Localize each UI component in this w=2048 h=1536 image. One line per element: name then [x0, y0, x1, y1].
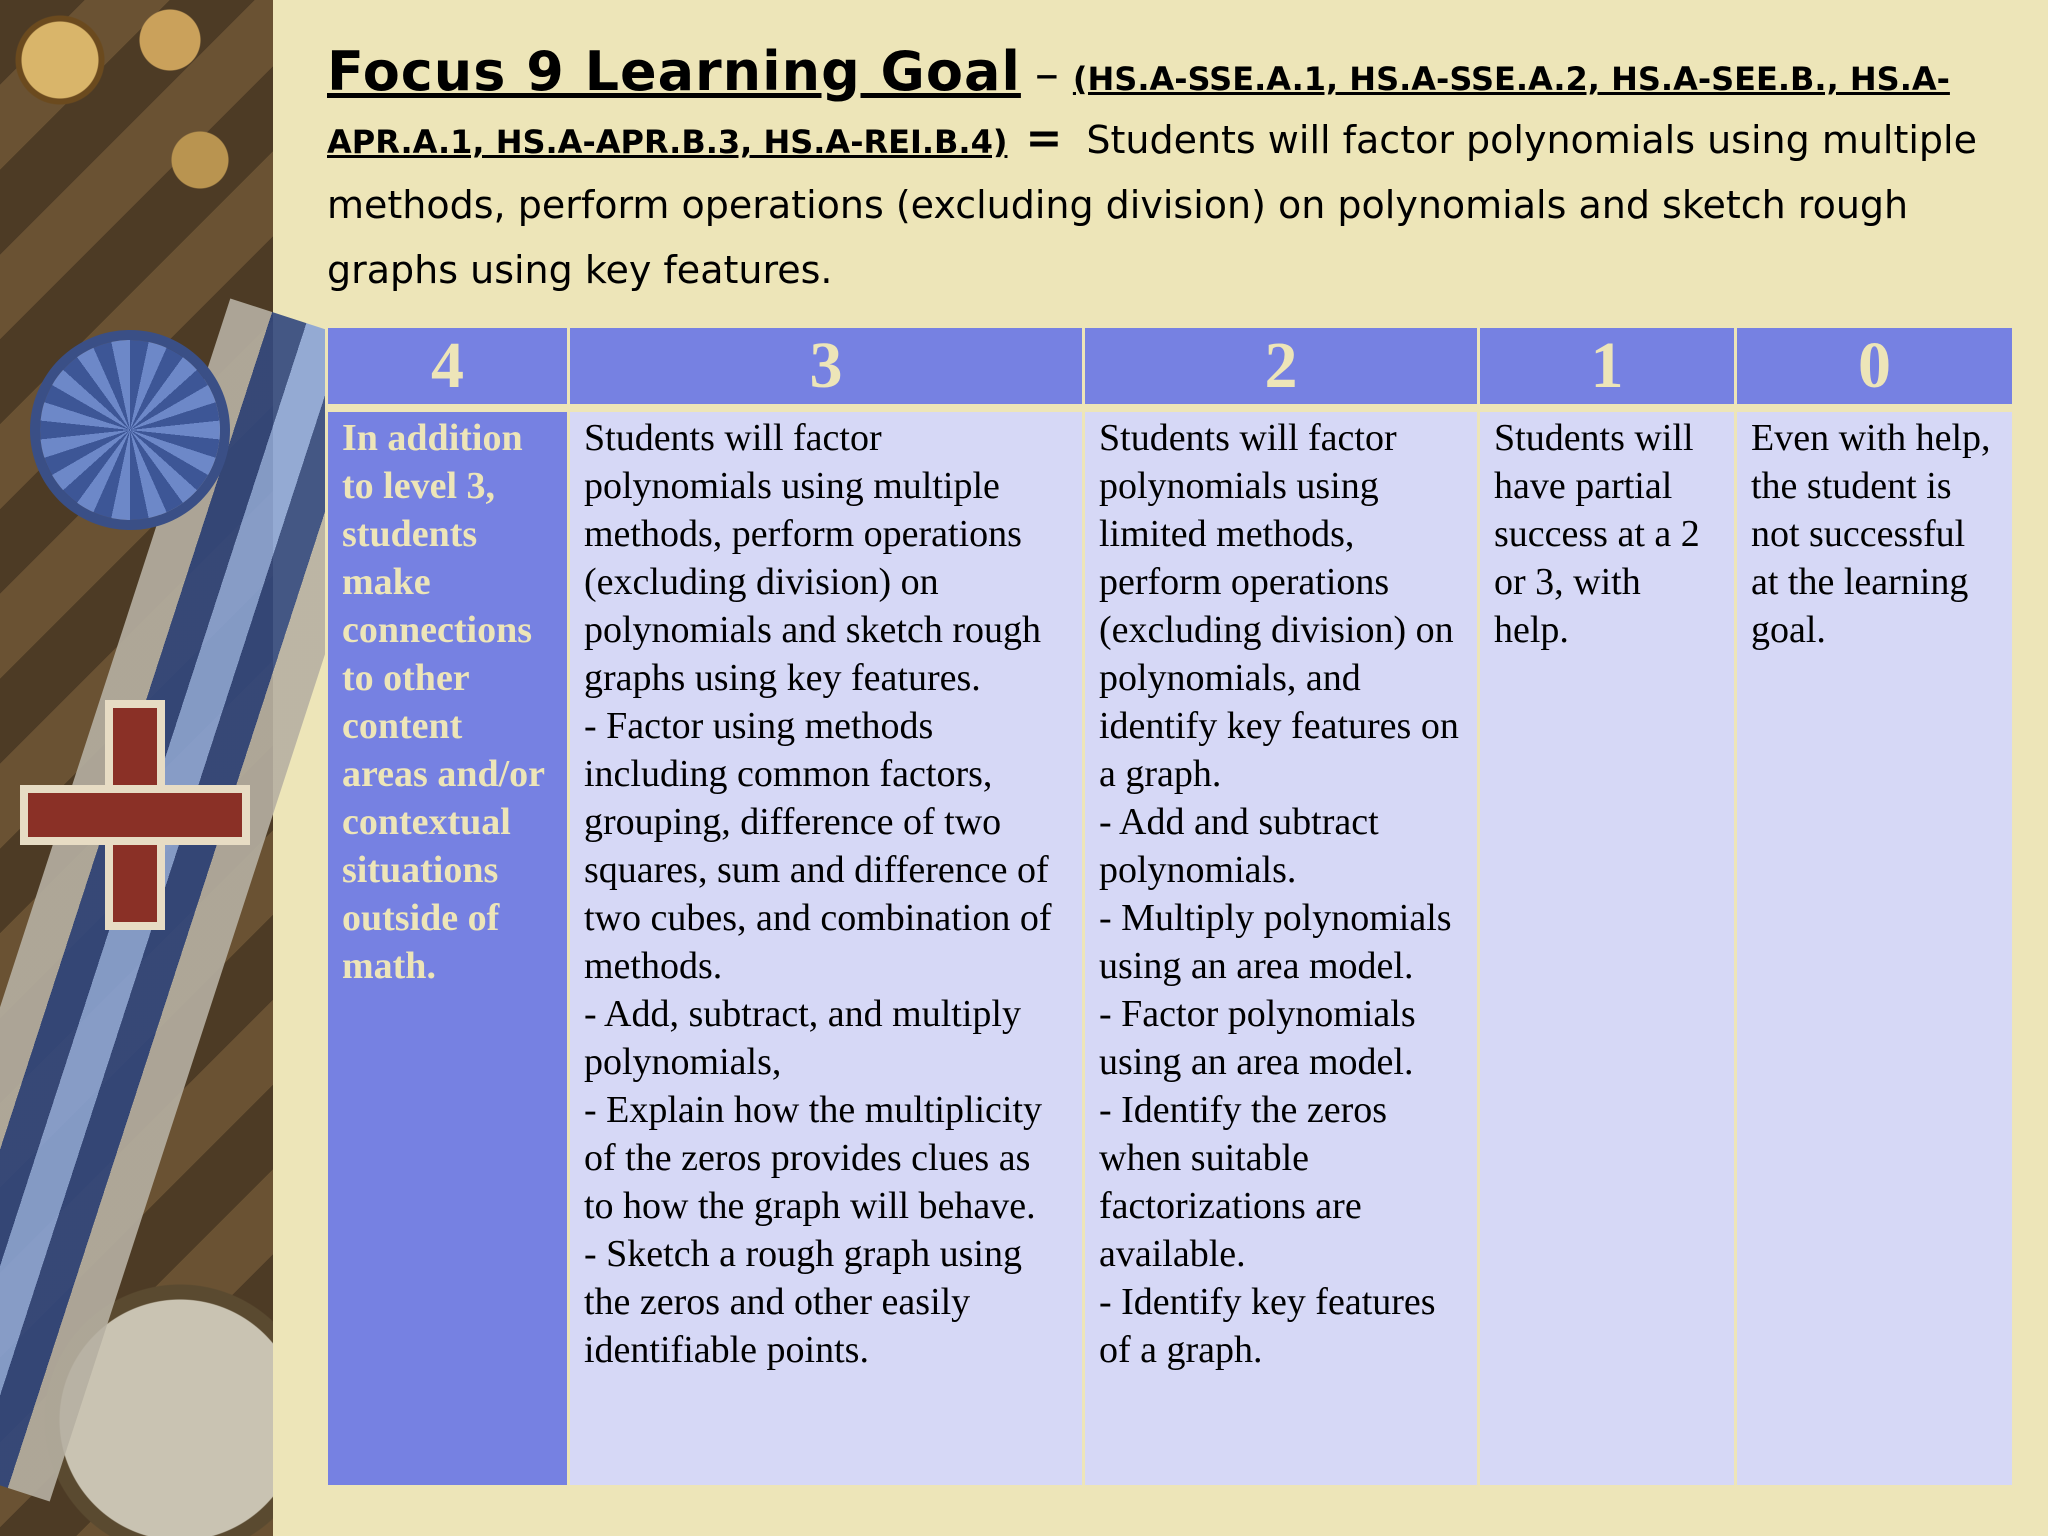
rubric-table: [325, 325, 2015, 1485]
level-3-description: Students will factor polynomials using multiple methods, perform operations (excluding division) on polynomials and sketch rough graphs using key features. - Factor using methods including common factors, grouping, difference of two squares, sum and difference of two cubes, and combination of methods. - Add, subtract, and multiply polynomials, - Explain how the multiplicity of the zeros provides clues as to how the graph will behave. - Sketch a rough graph using the zeros and other easily identifiable points.: [584, 417, 1052, 1371]
decorative-photo-strip: [0, 0, 273, 1536]
rubric-header-row: [327, 327, 2014, 409]
medal-rosette-image: [40, 340, 220, 520]
level-1-cell: [1479, 408, 1736, 1485]
learning-goal-text: Students will factor polynomials using multiple methods, perform operations (excluding division) on polynomials and sketch rough graphs using key features.: [327, 118, 1977, 292]
title-dash: –: [1034, 46, 1059, 102]
medal-cross-image: [20, 700, 250, 930]
level-1-description: Students will have partial success at a 2 or 3, with help.: [1494, 417, 1700, 651]
level-header-3: 3: [569, 327, 1084, 409]
level-header-1: 1: [1479, 327, 1736, 409]
level-header-4: 4: [327, 327, 569, 409]
level-4-description: In addition to level 3, students make connections to other content areas and/or contextual situations outside of math.: [342, 417, 545, 987]
equals-sign: =: [1025, 113, 1063, 164]
slide-title: Focus 9 Learning Goal: [327, 40, 1021, 103]
level-2-cell: [1084, 408, 1479, 1485]
rubric-description-row: [327, 408, 2014, 1485]
level-2-description: Students will factor polynomials using limited methods, perform operations (excluding division) on polynomials, and identify key features on a graph. - Add and subtract polynomials. - Multiply polynomials using an area model. - Factor polynomials using an area model. - Identify the zeros when suitable factorizations are available. - Identify key features of a graph.: [1099, 417, 1459, 1371]
level-0-description: Even with help, the student is not successful at the learning goal.: [1751, 417, 1991, 651]
level-0-cell: [1736, 408, 2014, 1485]
level-header-0: 0: [1736, 327, 2014, 409]
level-3-cell: [569, 408, 1084, 1485]
slide-header: [327, 40, 2007, 298]
header-line: [327, 40, 2007, 298]
standards-list: (HS.A-SSE.A.1, HS.A-SSE.A.2, HS.A-SEE.B., HS.A-APR.A.1, HS.A-APR.B.3, HS.A-REI.B.4): [327, 60, 1950, 161]
level-header-2: 2: [1084, 327, 1479, 409]
level-4-cell: [327, 408, 569, 1485]
